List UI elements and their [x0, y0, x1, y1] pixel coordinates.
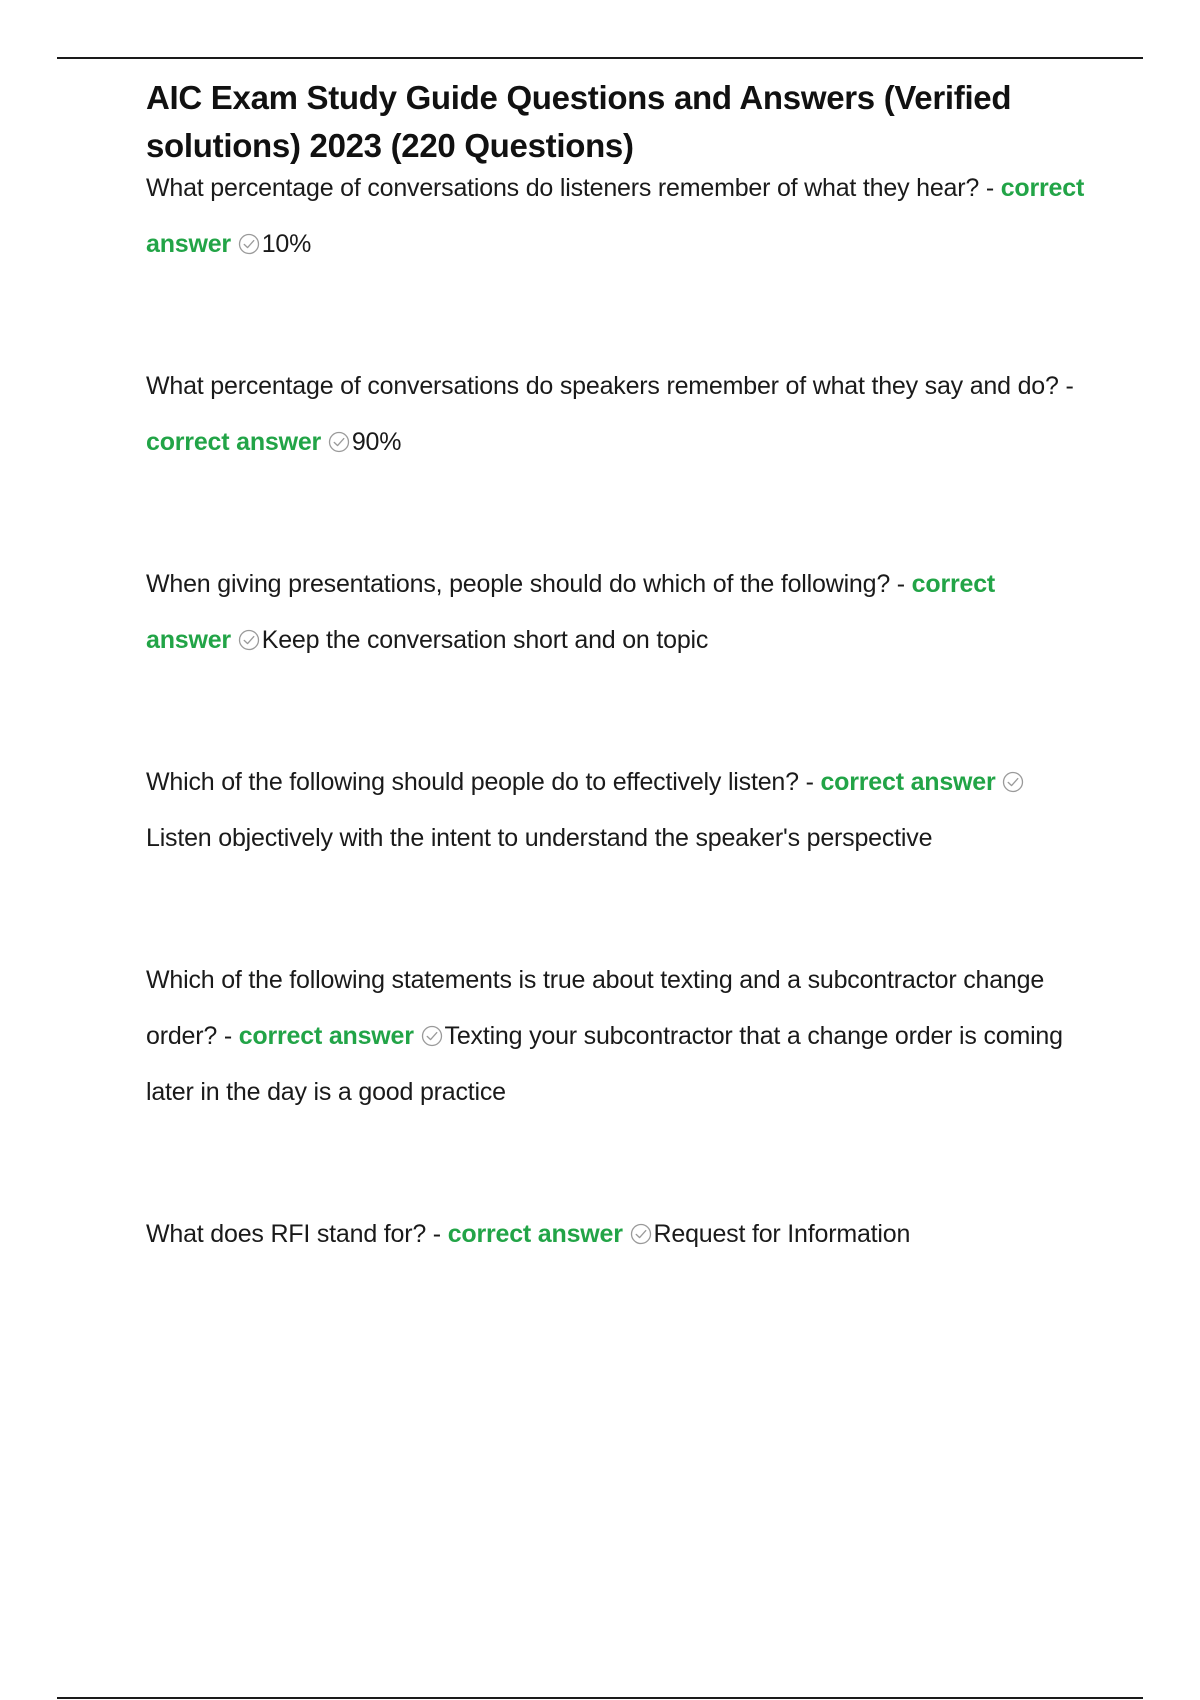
answer-text: Request for Information: [653, 1220, 911, 1248]
answer-text: 90%: [351, 428, 402, 456]
correct-answer-label: correct answer: [447, 1220, 623, 1248]
answer-text: Texting your subcontractor that a change order is coming later in the day is a good practice: [146, 1022, 1063, 1106]
qa-item: [146, 952, 1086, 1120]
correct-answer-label: correct answer: [238, 1022, 414, 1050]
question-text: When giving presentations, people should do which of the following?: [146, 570, 891, 598]
correct-answer-label: correct answer: [820, 768, 996, 796]
qa-item: [146, 358, 1086, 470]
question-separator: -: [217, 1022, 239, 1050]
document-body: [146, 74, 1086, 1262]
qa-item: [146, 556, 1086, 668]
document-title: AIC Exam Study Guide Questions and Answers (Verified solutions) 2023 (220 Questions): [146, 79, 1012, 164]
question-text: What percentage of conversations do listeners remember of what they hear?: [146, 174, 980, 202]
check-circle-icon: [421, 1025, 443, 1047]
check-circle-icon: [328, 431, 350, 453]
check-circle-icon: [630, 1223, 652, 1245]
answer-text: Listen objectively with the intent to understand the speaker's perspective: [146, 824, 933, 852]
qa-list: [146, 160, 1086, 1262]
question-separator: -: [1058, 372, 1074, 400]
question-separator: -: [798, 768, 821, 796]
question-separator: -: [890, 570, 912, 598]
question-separator: -: [979, 174, 1001, 202]
answer-text: Keep the conversation short and on topic: [261, 626, 709, 654]
correct-answer-label: correct answer: [146, 428, 322, 456]
qa-item: [146, 754, 1086, 866]
question-text: Which of the following statements is true about texting and a subcontractor change order?: [146, 966, 1045, 1050]
correct-answer-label: correct answer: [146, 570, 996, 654]
top-rule: [57, 57, 1143, 59]
check-circle-icon: [238, 629, 260, 651]
check-circle-icon: [1002, 771, 1024, 793]
question-text: What does RFI stand for?: [146, 1220, 427, 1248]
check-circle-icon: [238, 233, 260, 255]
qa-item: [146, 1206, 1086, 1262]
question-text: What percentage of conversations do speakers remember of what they say and do?: [146, 372, 1059, 400]
question-text: Which of the following should people do to effectively listen?: [146, 768, 799, 796]
qa-item: [146, 160, 1086, 272]
question-separator: -: [426, 1220, 448, 1248]
bottom-rule: [57, 1697, 1143, 1699]
answer-text: 10%: [261, 230, 312, 258]
correct-answer-label: correct answer: [146, 174, 1085, 258]
